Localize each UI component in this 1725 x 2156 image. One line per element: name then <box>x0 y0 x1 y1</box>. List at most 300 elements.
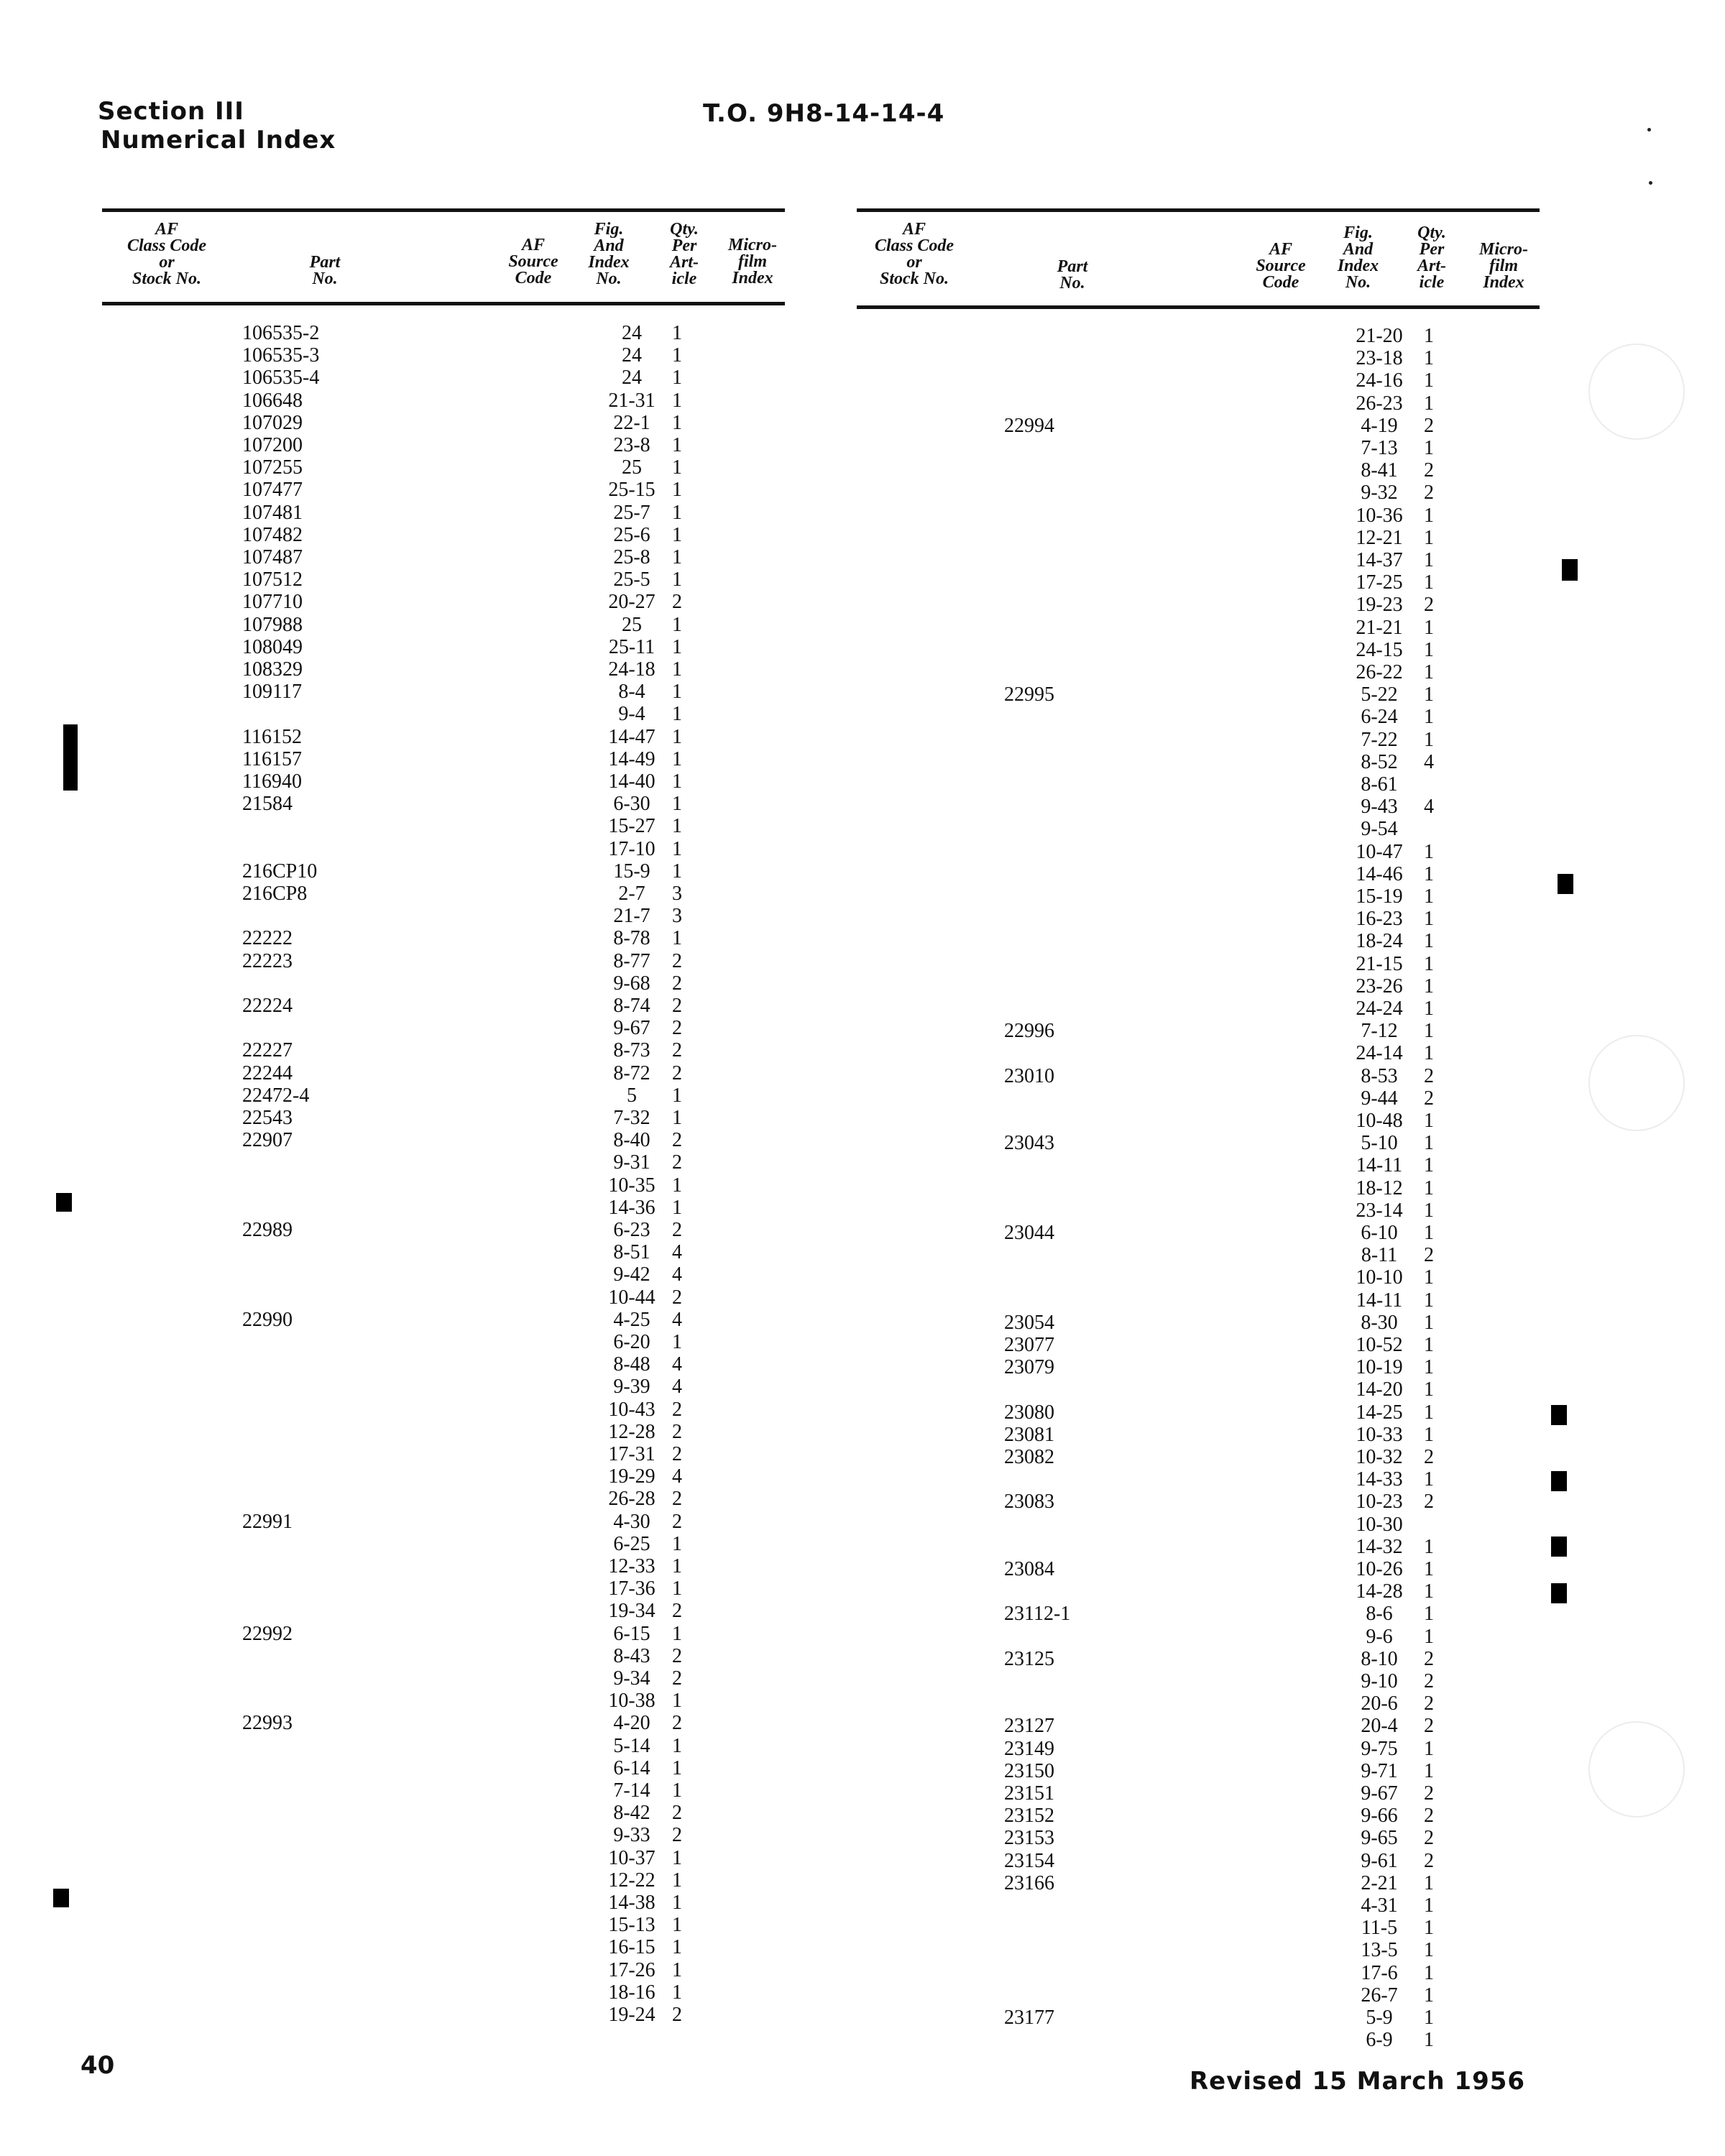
fig-index-number: 9-10 <box>1361 1670 1398 1692</box>
fig-index-number: 24-15 <box>1356 638 1403 661</box>
qty-per-article: 1 <box>1424 526 1434 549</box>
right-index-table <box>857 208 1540 2077</box>
col-header-source-code: AF Source Code <box>1256 240 1306 292</box>
fig-index-number: 25 <box>622 456 642 479</box>
table-row <box>102 636 785 658</box>
fig-index-number: 10-38 <box>608 1690 656 1713</box>
part-number: 23154 <box>1004 1849 1054 1872</box>
fig-index-number: 8-52 <box>1361 750 1398 773</box>
fig-index-number: 26-23 <box>1356 392 1403 415</box>
fig-index-number: 16-15 <box>608 1936 656 1959</box>
part-number: 22222 <box>242 927 293 950</box>
part-number: 23153 <box>1004 1827 1054 1850</box>
qty-per-article: 1 <box>672 546 682 568</box>
fig-index-number: 8-72 <box>613 1061 650 1084</box>
fig-index-number: 23-18 <box>1356 347 1403 370</box>
fig-index-number: 15-13 <box>608 1914 656 1937</box>
table-row <box>857 1738 1540 1760</box>
qty-per-article: 1 <box>672 1622 682 1645</box>
qty-per-article: 1 <box>672 635 682 658</box>
fig-index-number: 9-6 <box>1366 1625 1393 1648</box>
qty-per-article: 1 <box>672 344 682 367</box>
table-row <box>857 908 1540 930</box>
table-row <box>102 614 785 636</box>
col-header-part-no: Part No. <box>1057 257 1088 292</box>
table-row <box>857 885 1540 908</box>
table-row <box>857 1334 1540 1356</box>
qty-per-article: 1 <box>672 1734 682 1757</box>
part-number: 106535-3 <box>242 344 320 367</box>
fig-index-number: 10-19 <box>1356 1356 1403 1379</box>
fig-index-number: 21-20 <box>1356 325 1403 347</box>
fig-index-number: 10-30 <box>1356 1513 1403 1536</box>
part-number: 23149 <box>1004 1737 1054 1760</box>
table-row <box>857 729 1540 751</box>
fig-index-number: 23-14 <box>1356 1199 1403 1222</box>
qty-per-article: 2 <box>672 1488 682 1511</box>
fig-index-number: 14-11 <box>1356 1289 1403 1312</box>
qty-per-article: 2 <box>672 1129 682 1152</box>
part-number: 116940 <box>242 770 302 793</box>
part-number: 108049 <box>242 635 303 658</box>
table-row <box>857 1222 1540 1244</box>
qty-per-article: 1 <box>1424 1132 1434 1155</box>
table-row <box>102 344 785 367</box>
table-row <box>102 591 785 613</box>
table-row <box>857 930 1540 952</box>
qty-per-article: 1 <box>1424 325 1434 347</box>
qty-per-article: 1 <box>672 1196 682 1219</box>
qty-per-article: 1 <box>1424 1580 1434 1603</box>
table-row <box>102 546 785 568</box>
fig-index-number: 25-5 <box>613 568 650 591</box>
table-row <box>857 437 1540 459</box>
qty-per-article: 1 <box>672 1555 682 1577</box>
fig-index-number: 2-7 <box>618 883 645 905</box>
table-row <box>857 1536 1540 1558</box>
fig-index-number: 14-20 <box>1356 1378 1403 1401</box>
binder-hole <box>1588 1721 1685 1818</box>
fig-index-number: 19-23 <box>1356 594 1403 617</box>
table-row <box>857 773 1540 796</box>
table-header-rule <box>857 305 1540 309</box>
table-row <box>102 703 785 725</box>
table-row <box>102 1488 785 1510</box>
part-number: 109117 <box>242 681 302 704</box>
qty-per-article: 1 <box>1424 1176 1434 1199</box>
qty-per-article: 4 <box>672 1308 682 1331</box>
qty-per-article: 4 <box>672 1263 682 1286</box>
fig-index-number: 9-65 <box>1361 1827 1398 1850</box>
table-row <box>102 927 785 949</box>
qty-per-article: 1 <box>1424 1939 1434 1962</box>
part-number: 216CP8 <box>242 883 308 905</box>
table-row <box>857 661 1540 683</box>
part-number: 22989 <box>242 1219 293 1241</box>
qty-per-article: 1 <box>1424 1535 1434 1558</box>
qty-per-article: 1 <box>672 793 682 816</box>
col-header-source-code: AF Source Code <box>508 236 558 287</box>
fig-index-number: 10-10 <box>1356 1266 1403 1289</box>
qty-per-article: 1 <box>1424 504 1434 527</box>
part-number: 216CP10 <box>242 860 318 883</box>
table-row <box>102 1174 785 1197</box>
table-row <box>102 838 785 860</box>
table-row <box>102 479 785 501</box>
fig-index-number: 18-24 <box>1356 930 1403 953</box>
table-row <box>857 1042 1540 1064</box>
qty-per-article: 1 <box>672 860 682 883</box>
qty-per-article: 2 <box>1424 1692 1434 1715</box>
fig-index-number: 21-7 <box>613 905 650 928</box>
fig-index-number: 21-31 <box>608 389 656 412</box>
fig-index-number: 11-5 <box>1361 1917 1398 1940</box>
qty-per-article: 1 <box>1424 1894 1434 1917</box>
col-header-qty: Qty. Per Art- icle <box>669 220 699 288</box>
fig-index-number: 18-12 <box>1356 1176 1403 1199</box>
table-row <box>102 1533 785 1555</box>
qty-per-article: 1 <box>1424 1984 1434 2007</box>
fig-index-number: 23-8 <box>613 434 650 456</box>
qty-per-article: 1 <box>672 1892 682 1914</box>
part-number: 107200 <box>242 434 303 456</box>
table-row <box>857 1401 1540 1424</box>
qty-per-article: 4 <box>672 1241 682 1264</box>
change-bar <box>63 724 78 791</box>
fig-index-number: 17-31 <box>608 1443 656 1465</box>
part-number: 107710 <box>242 591 303 614</box>
qty-per-article: 1 <box>672 1914 682 1937</box>
table-row <box>857 818 1540 840</box>
qty-per-article: 1 <box>1424 1961 1434 1984</box>
table-row <box>857 482 1540 504</box>
fig-index-number: 9-44 <box>1361 1087 1398 1110</box>
qty-per-article: 1 <box>672 1981 682 2004</box>
table-row <box>102 1017 785 1039</box>
fig-index-number: 8-6 <box>1366 1603 1393 1626</box>
part-number: 107481 <box>242 501 303 524</box>
fig-index-number: 17-10 <box>608 837 656 860</box>
qty-per-article: 1 <box>672 1690 682 1713</box>
part-number: 107255 <box>242 456 303 479</box>
qty-per-article: 2 <box>1424 1782 1434 1805</box>
qty-per-article: 1 <box>1424 706 1434 729</box>
qty-per-article: 1 <box>672 725 682 748</box>
table-row <box>102 1645 785 1667</box>
fig-index-number: 17-25 <box>1356 571 1403 594</box>
fig-index-number: 8-74 <box>613 995 650 1017</box>
table-row <box>102 502 785 524</box>
table-row <box>102 1511 785 1533</box>
part-number: 106535-2 <box>242 322 320 344</box>
fig-index-number: 19-34 <box>608 1600 656 1623</box>
fig-index-number: 9-67 <box>1361 1782 1398 1805</box>
table-row <box>857 1424 1540 1446</box>
qty-per-article: 1 <box>672 747 682 770</box>
fig-index-number: 9-66 <box>1361 1805 1398 1828</box>
fig-index-number: 17-26 <box>608 1958 656 1981</box>
table-row <box>857 1468 1540 1491</box>
table-row <box>857 1603 1540 1625</box>
qty-per-article: 2 <box>672 1151 682 1174</box>
fig-index-number: 6-24 <box>1361 706 1398 729</box>
fig-index-number: 20-27 <box>608 591 656 614</box>
fig-index-number: 4-25 <box>613 1308 650 1331</box>
fig-index-number: 24 <box>622 367 642 390</box>
fig-index-number: 10-47 <box>1356 840 1403 863</box>
fig-index-number: 20-4 <box>1361 1715 1398 1738</box>
fig-index-number: 9-32 <box>1361 482 1398 505</box>
table-row <box>857 796 1540 818</box>
change-mark <box>1551 1405 1567 1425</box>
table-row <box>857 347 1540 369</box>
table-row <box>102 770 785 793</box>
part-number: 22907 <box>242 1129 293 1152</box>
table-row <box>857 1962 1540 1984</box>
part-number: 22993 <box>242 1712 293 1735</box>
qty-per-article: 4 <box>1424 750 1434 773</box>
qty-per-article: 4 <box>672 1353 682 1376</box>
part-number: 22994 <box>1004 414 1054 437</box>
fig-index-number: 8-40 <box>613 1129 650 1152</box>
fig-index-number: 8-42 <box>613 1802 650 1825</box>
qty-per-article: 1 <box>1424 661 1434 683</box>
part-number: 107988 <box>242 613 303 636</box>
fig-index-number: 10-52 <box>1356 1334 1403 1356</box>
qty-per-article: 1 <box>672 367 682 390</box>
fig-index-number: 24-18 <box>608 658 656 681</box>
fig-index-number: 19-29 <box>608 1465 656 1488</box>
part-number: 107512 <box>242 568 303 591</box>
fig-index-number: 14-36 <box>608 1196 656 1219</box>
qty-per-article: 1 <box>1424 908 1434 931</box>
change-mark <box>1558 874 1573 894</box>
table-row <box>102 1465 785 1488</box>
qty-per-article: 2 <box>1424 594 1434 617</box>
table-row <box>102 1577 785 1600</box>
table-row <box>857 1984 1540 2007</box>
table-row <box>102 568 785 591</box>
fig-index-number: 14-32 <box>1356 1535 1403 1558</box>
qty-per-article: 1 <box>672 703 682 726</box>
qty-per-article: 1 <box>672 1084 682 1107</box>
part-number: 23083 <box>1004 1491 1054 1514</box>
part-number: 23010 <box>1004 1064 1054 1087</box>
fig-index-number: 8-48 <box>613 1353 650 1376</box>
fig-index-number: 20-6 <box>1361 1692 1398 1715</box>
table-row <box>857 1491 1540 1513</box>
fig-index-number: 5 <box>627 1084 637 1107</box>
fig-index-number: 9-67 <box>613 1017 650 1040</box>
change-mark <box>53 1889 69 1907</box>
fig-index-number: 18-16 <box>608 1981 656 2004</box>
table-row <box>102 995 785 1017</box>
col-header-qty: Qty. Per Art- icle <box>1417 224 1446 292</box>
fig-index-number: 13-5 <box>1361 1939 1398 1962</box>
fig-index-number: 24 <box>622 322 642 344</box>
fig-index-number: 8-30 <box>1361 1311 1398 1334</box>
table-row <box>857 1244 1540 1266</box>
qty-per-article: 1 <box>672 1869 682 1892</box>
qty-per-article: 2 <box>672 1802 682 1825</box>
qty-per-article: 2 <box>672 1286 682 1309</box>
table-row <box>102 1107 785 1129</box>
table-row <box>102 1892 785 1914</box>
fig-index-number: 10-36 <box>1356 504 1403 527</box>
qty-per-article: 1 <box>1424 1378 1434 1401</box>
fig-index-number: 12-28 <box>608 1420 656 1443</box>
fig-index-number: 8-61 <box>1361 773 1398 796</box>
table-row <box>857 369 1540 392</box>
part-number: 23150 <box>1004 1759 1054 1782</box>
table-row <box>857 1715 1540 1737</box>
qty-per-article: 1 <box>672 613 682 636</box>
col-header-class-code: AF Class Code or Stock No. <box>874 220 954 288</box>
part-number: 107482 <box>242 523 303 546</box>
qty-per-article: 1 <box>672 681 682 704</box>
qty-per-article: 3 <box>672 883 682 905</box>
table-row <box>102 1353 785 1376</box>
qty-per-article: 1 <box>1424 1558 1434 1580</box>
fig-index-number: 6-10 <box>1361 1222 1398 1244</box>
fig-index-number: 4-30 <box>613 1510 650 1533</box>
qty-per-article: 2 <box>1424 1064 1434 1087</box>
change-mark <box>1562 559 1578 581</box>
part-number: 23079 <box>1004 1356 1054 1379</box>
fig-index-number: 15-19 <box>1356 885 1403 908</box>
qty-per-article: 1 <box>1424 885 1434 908</box>
table-row <box>102 1241 785 1263</box>
revision-date: Revised 15 March 1956 <box>1190 2067 1526 2096</box>
part-number: 23077 <box>1004 1334 1054 1356</box>
fig-index-number: 10-43 <box>608 1398 656 1421</box>
part-number: 116157 <box>242 747 302 770</box>
fig-index-number: 15-9 <box>613 860 650 883</box>
qty-per-article: 4 <box>672 1376 682 1399</box>
fig-index-number: 12-22 <box>608 1869 656 1892</box>
section-subtitle: Numerical Index <box>101 126 336 155</box>
qty-per-article: 1 <box>1424 1110 1434 1132</box>
table-row <box>102 1779 785 1802</box>
table-row <box>102 1151 785 1174</box>
table-row <box>102 1197 785 1219</box>
part-number: 22224 <box>242 995 293 1017</box>
table-row <box>857 1065 1540 1087</box>
table-top-rule <box>102 208 785 212</box>
qty-per-article: 1 <box>1424 1917 1434 1940</box>
table-row <box>857 392 1540 415</box>
fig-index-number: 6-15 <box>613 1622 650 1645</box>
part-number: 106535-4 <box>242 367 320 390</box>
part-number: 22996 <box>1004 1020 1054 1043</box>
left-index-table <box>102 208 785 2077</box>
fig-index-number: 10-23 <box>1356 1491 1403 1514</box>
qty-per-article: 1 <box>672 568 682 591</box>
qty-per-article: 2 <box>1424 1805 1434 1828</box>
part-number: 23081 <box>1004 1423 1054 1446</box>
fig-index-number: 25-8 <box>613 546 650 568</box>
qty-per-article: 1 <box>672 523 682 546</box>
qty-per-article: 2 <box>672 1600 682 1623</box>
fig-index-number: 9-61 <box>1361 1849 1398 1872</box>
fig-index-number: 7-22 <box>1361 728 1398 751</box>
table-row <box>102 658 785 681</box>
table-row <box>857 953 1540 975</box>
fig-index-number: 10-37 <box>608 1846 656 1869</box>
fig-index-number: 23-26 <box>1356 975 1403 998</box>
table-row <box>102 456 785 479</box>
qty-per-article: 1 <box>1424 437 1434 459</box>
fig-index-number: 26-7 <box>1361 1984 1398 2007</box>
qty-per-article: 1 <box>1424 952 1434 975</box>
part-number: 22227 <box>242 1039 293 1062</box>
table-row <box>857 1446 1540 1468</box>
part-number: 107487 <box>242 546 303 568</box>
table-row <box>857 549 1540 571</box>
fig-index-number: 5-9 <box>1366 2007 1393 2029</box>
speck <box>1647 128 1651 132</box>
fig-index-number: 9-34 <box>613 1667 650 1690</box>
table-row <box>102 1869 785 1892</box>
change-mark <box>1551 1471 1567 1491</box>
table-row <box>102 1309 785 1331</box>
qty-per-article: 1 <box>672 1958 682 1981</box>
table-row <box>857 841 1540 863</box>
qty-per-article: 1 <box>1424 369 1434 392</box>
table-row <box>102 1600 785 1622</box>
qty-per-article: 1 <box>1424 1042 1434 1065</box>
table-row <box>857 975 1540 998</box>
qty-per-article: 2 <box>672 1219 682 1241</box>
part-number: 23152 <box>1004 1805 1054 1828</box>
qty-per-article: 1 <box>1424 975 1434 998</box>
qty-per-article: 2 <box>1424 1849 1434 1872</box>
fig-index-number: 7-32 <box>613 1107 650 1129</box>
qty-per-article: 1 <box>1424 347 1434 370</box>
qty-per-article: 1 <box>1424 840 1434 863</box>
table-row <box>102 1735 785 1757</box>
table-row <box>102 1667 785 1690</box>
qty-per-article: 1 <box>1424 1020 1434 1043</box>
table-row <box>102 1219 785 1241</box>
table-row <box>102 972 785 995</box>
fig-index-number: 10-48 <box>1356 1110 1403 1132</box>
table-row <box>857 863 1540 885</box>
qty-per-article: 1 <box>1424 616 1434 639</box>
fig-index-number: 8-53 <box>1361 1064 1398 1087</box>
part-number: 22995 <box>1004 683 1054 706</box>
fig-index-number: 15-27 <box>608 815 656 838</box>
table-row <box>857 1872 1540 1894</box>
table-row <box>857 1087 1540 1110</box>
qty-per-article: 1 <box>1424 930 1434 953</box>
fig-index-number: 14-37 <box>1356 549 1403 571</box>
qty-per-article: 1 <box>672 770 682 793</box>
qty-per-article: 1 <box>672 1779 682 1802</box>
fig-index-number: 5-14 <box>613 1734 650 1757</box>
qty-per-article: 3 <box>672 905 682 928</box>
table-row <box>102 1914 785 1936</box>
table-row <box>857 1782 1540 1805</box>
table-row <box>857 1580 1540 1603</box>
fig-index-number: 9-31 <box>613 1151 650 1174</box>
table-row <box>102 860 785 883</box>
fig-index-number: 8-41 <box>1361 459 1398 482</box>
qty-per-article: 1 <box>672 1174 682 1197</box>
table-row <box>102 1802 785 1824</box>
table-row <box>102 1936 785 1958</box>
fig-index-number: 10-44 <box>608 1286 656 1309</box>
